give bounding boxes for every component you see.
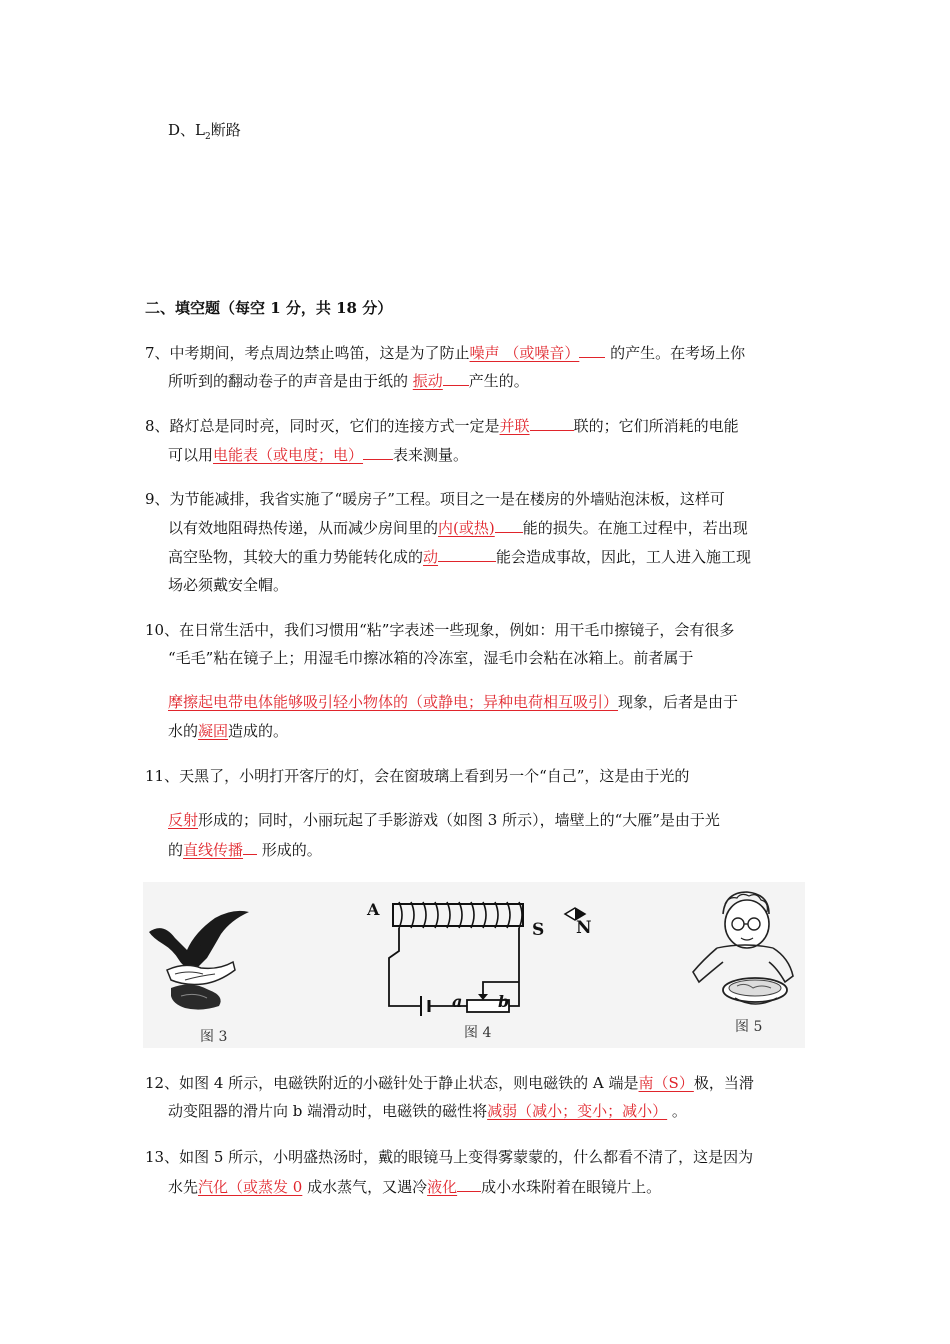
q7-line-2 xyxy=(168,369,529,392)
q9-answer-1: 内(或热) xyxy=(438,519,495,537)
q7-blank-2 xyxy=(443,369,469,386)
q9-answer-2: 动 xyxy=(423,548,439,566)
q13-text: 成小水珠附着在眼镜片上。 xyxy=(481,1178,662,1196)
figure-4-label-a: a xyxy=(452,992,463,1011)
q10-text: 现象，后者是由于 xyxy=(618,693,739,711)
q8-answer-2: 电能表（或电度；电） xyxy=(213,446,364,464)
q11-answer-2: 直线传播 xyxy=(183,841,244,859)
q8-line-2 xyxy=(168,443,468,466)
q12-text: 12、如图 4 所示，电磁铁附近的小磁针处于静止状态，则电磁铁的 A 端是 xyxy=(145,1074,639,1092)
q12-text: 。 xyxy=(667,1102,687,1120)
q9-line-1: 9、为节能减排，我省实施了“暖房子”工程。项目之一是在楼房的外墙贴泡沫板，这样可 xyxy=(145,490,725,508)
figure-4-caption: 图 4 xyxy=(464,1025,492,1041)
figure-4-label-b: b xyxy=(498,992,510,1011)
q13-blank-2 xyxy=(457,1175,481,1192)
q13-line-2 xyxy=(168,1175,661,1198)
q11-text: 形成的；同时，小丽玩起了手影游戏（如图 3 所示），墙壁上的“大雁”是由于光 xyxy=(198,811,720,829)
q9-blank-2 xyxy=(438,545,496,562)
q9-text: 以有效地阻碍热传递，从而减少房间里的 xyxy=(168,519,439,537)
q8-text: 8、路灯总是同时亮，同时灭，它们的连接方式一定是 xyxy=(145,417,500,435)
q12-answer-2: 减弱（减小；变小；减小） xyxy=(487,1102,668,1120)
q7-text: 产生的。 xyxy=(468,372,529,390)
option-d xyxy=(168,119,241,148)
q11-blank-2 xyxy=(243,838,257,855)
q10-line-1: 10、在日常生活中，我们习惯用“粘”字表述一些现象，例如：用干毛巾擦镜子，会有很多 xyxy=(145,621,735,639)
q7-line-1 xyxy=(145,341,745,364)
q9-text: 高空坠物，其较大的重力势能转化成的 xyxy=(168,548,424,566)
q13-line-1: 13、如图 5 所示，小明盛热汤时，戴的眼镜马上变得雾蒙蒙的，什么都看不清了，这是因为 xyxy=(145,1148,754,1166)
q11-line-3 xyxy=(168,838,322,861)
q13-text: 水先 xyxy=(168,1178,199,1196)
figure-3-hand-shadow-image xyxy=(145,904,255,1022)
option-d-subscript: 2 xyxy=(205,132,211,142)
q11-text: 形成的。 xyxy=(257,841,322,859)
figure-5-boy-soup-image xyxy=(689,886,801,1016)
figure-3-caption: 图 3 xyxy=(200,1029,228,1045)
q12-line-2 xyxy=(168,1100,687,1122)
q12-text: 动变阻器的滑片向 b 端滑动时，电磁铁的磁性将 xyxy=(168,1102,488,1120)
q11-answer-1: 反射 xyxy=(168,811,199,829)
q10-line-3 xyxy=(168,691,738,713)
q8-text: 表来测量。 xyxy=(393,446,469,464)
q8-blank-1 xyxy=(530,414,574,431)
figure-5-caption: 图 5 xyxy=(735,1019,763,1035)
q10-text: 造成的。 xyxy=(228,722,289,740)
q7-answer-1: 噪声 （或噪音） xyxy=(469,344,580,362)
q12-answer-1: 南（S） xyxy=(638,1074,694,1092)
figure-4-label-n: N xyxy=(576,918,592,938)
option-d-suffix: 断路 xyxy=(210,121,241,139)
q11-line-2 xyxy=(168,809,720,831)
section-title: 二、填空题（每空 1 分，共 18 分） xyxy=(145,299,393,317)
q10-line-2: “毛毛”粘在镜子上；用湿毛巾擦冰箱的冷冻室，湿毛巾会粘在冰箱上。前者属于 xyxy=(168,649,694,667)
figure-4-circuit-diagram xyxy=(359,896,629,1024)
figures-strip xyxy=(143,882,805,1048)
option-d-prefix: D、L xyxy=(168,121,205,139)
figure-4-label-a-end: A xyxy=(367,900,380,919)
q7-text: 的产生。在考场上你 xyxy=(605,344,746,362)
q11-line-1: 11、天黑了，小明打开客厅的灯，会在窗玻璃上看到另一个“自己”，这是由于光的 xyxy=(145,767,690,785)
q10-text: 水的 xyxy=(168,722,199,740)
q8-text: 可以用 xyxy=(168,446,214,464)
q9-line-4: 场必须戴安全帽。 xyxy=(168,576,289,594)
q13-text: 成水蒸气，又遇冷 xyxy=(302,1178,428,1196)
q9-blank-1 xyxy=(495,516,523,533)
q8-line-1 xyxy=(145,414,739,437)
q13-answer-1: 汽化（或蒸发 0 xyxy=(198,1178,303,1196)
q13-answer-2: 液化 xyxy=(427,1178,458,1196)
q8-blank-2 xyxy=(363,443,393,460)
q8-text: 联的；它们所消耗的电能 xyxy=(573,417,739,435)
q10-answer-2: 凝固 xyxy=(198,722,229,740)
q8-answer-1: 并联 xyxy=(499,417,530,435)
figure-4-label-s: S xyxy=(532,920,545,940)
q11-text: 的 xyxy=(168,841,184,859)
q7-blank-1 xyxy=(579,341,605,358)
q9-text: 能的损失。在施工过程中，若出现 xyxy=(522,519,748,537)
q9-text: 能会造成事故，因此，工人进入施工现 xyxy=(496,548,752,566)
q7-answer-2: 振动 xyxy=(412,372,443,390)
q7-text: 7、中考期间，考点周边禁止鸣笛，这是为了防止 xyxy=(145,344,470,362)
q10-answer-1: 摩擦起电带电体能够吸引轻小物体的（或静电；异种电荷相互吸引） xyxy=(168,693,619,711)
q12-text: 极，当滑 xyxy=(693,1074,754,1092)
q9-line-3 xyxy=(168,545,751,568)
q7-text: 所听到的翻动卷子的声音是由于纸的 xyxy=(168,372,413,390)
q12-line-1 xyxy=(145,1072,754,1094)
q10-line-4 xyxy=(168,720,288,742)
q9-line-2 xyxy=(168,516,748,539)
